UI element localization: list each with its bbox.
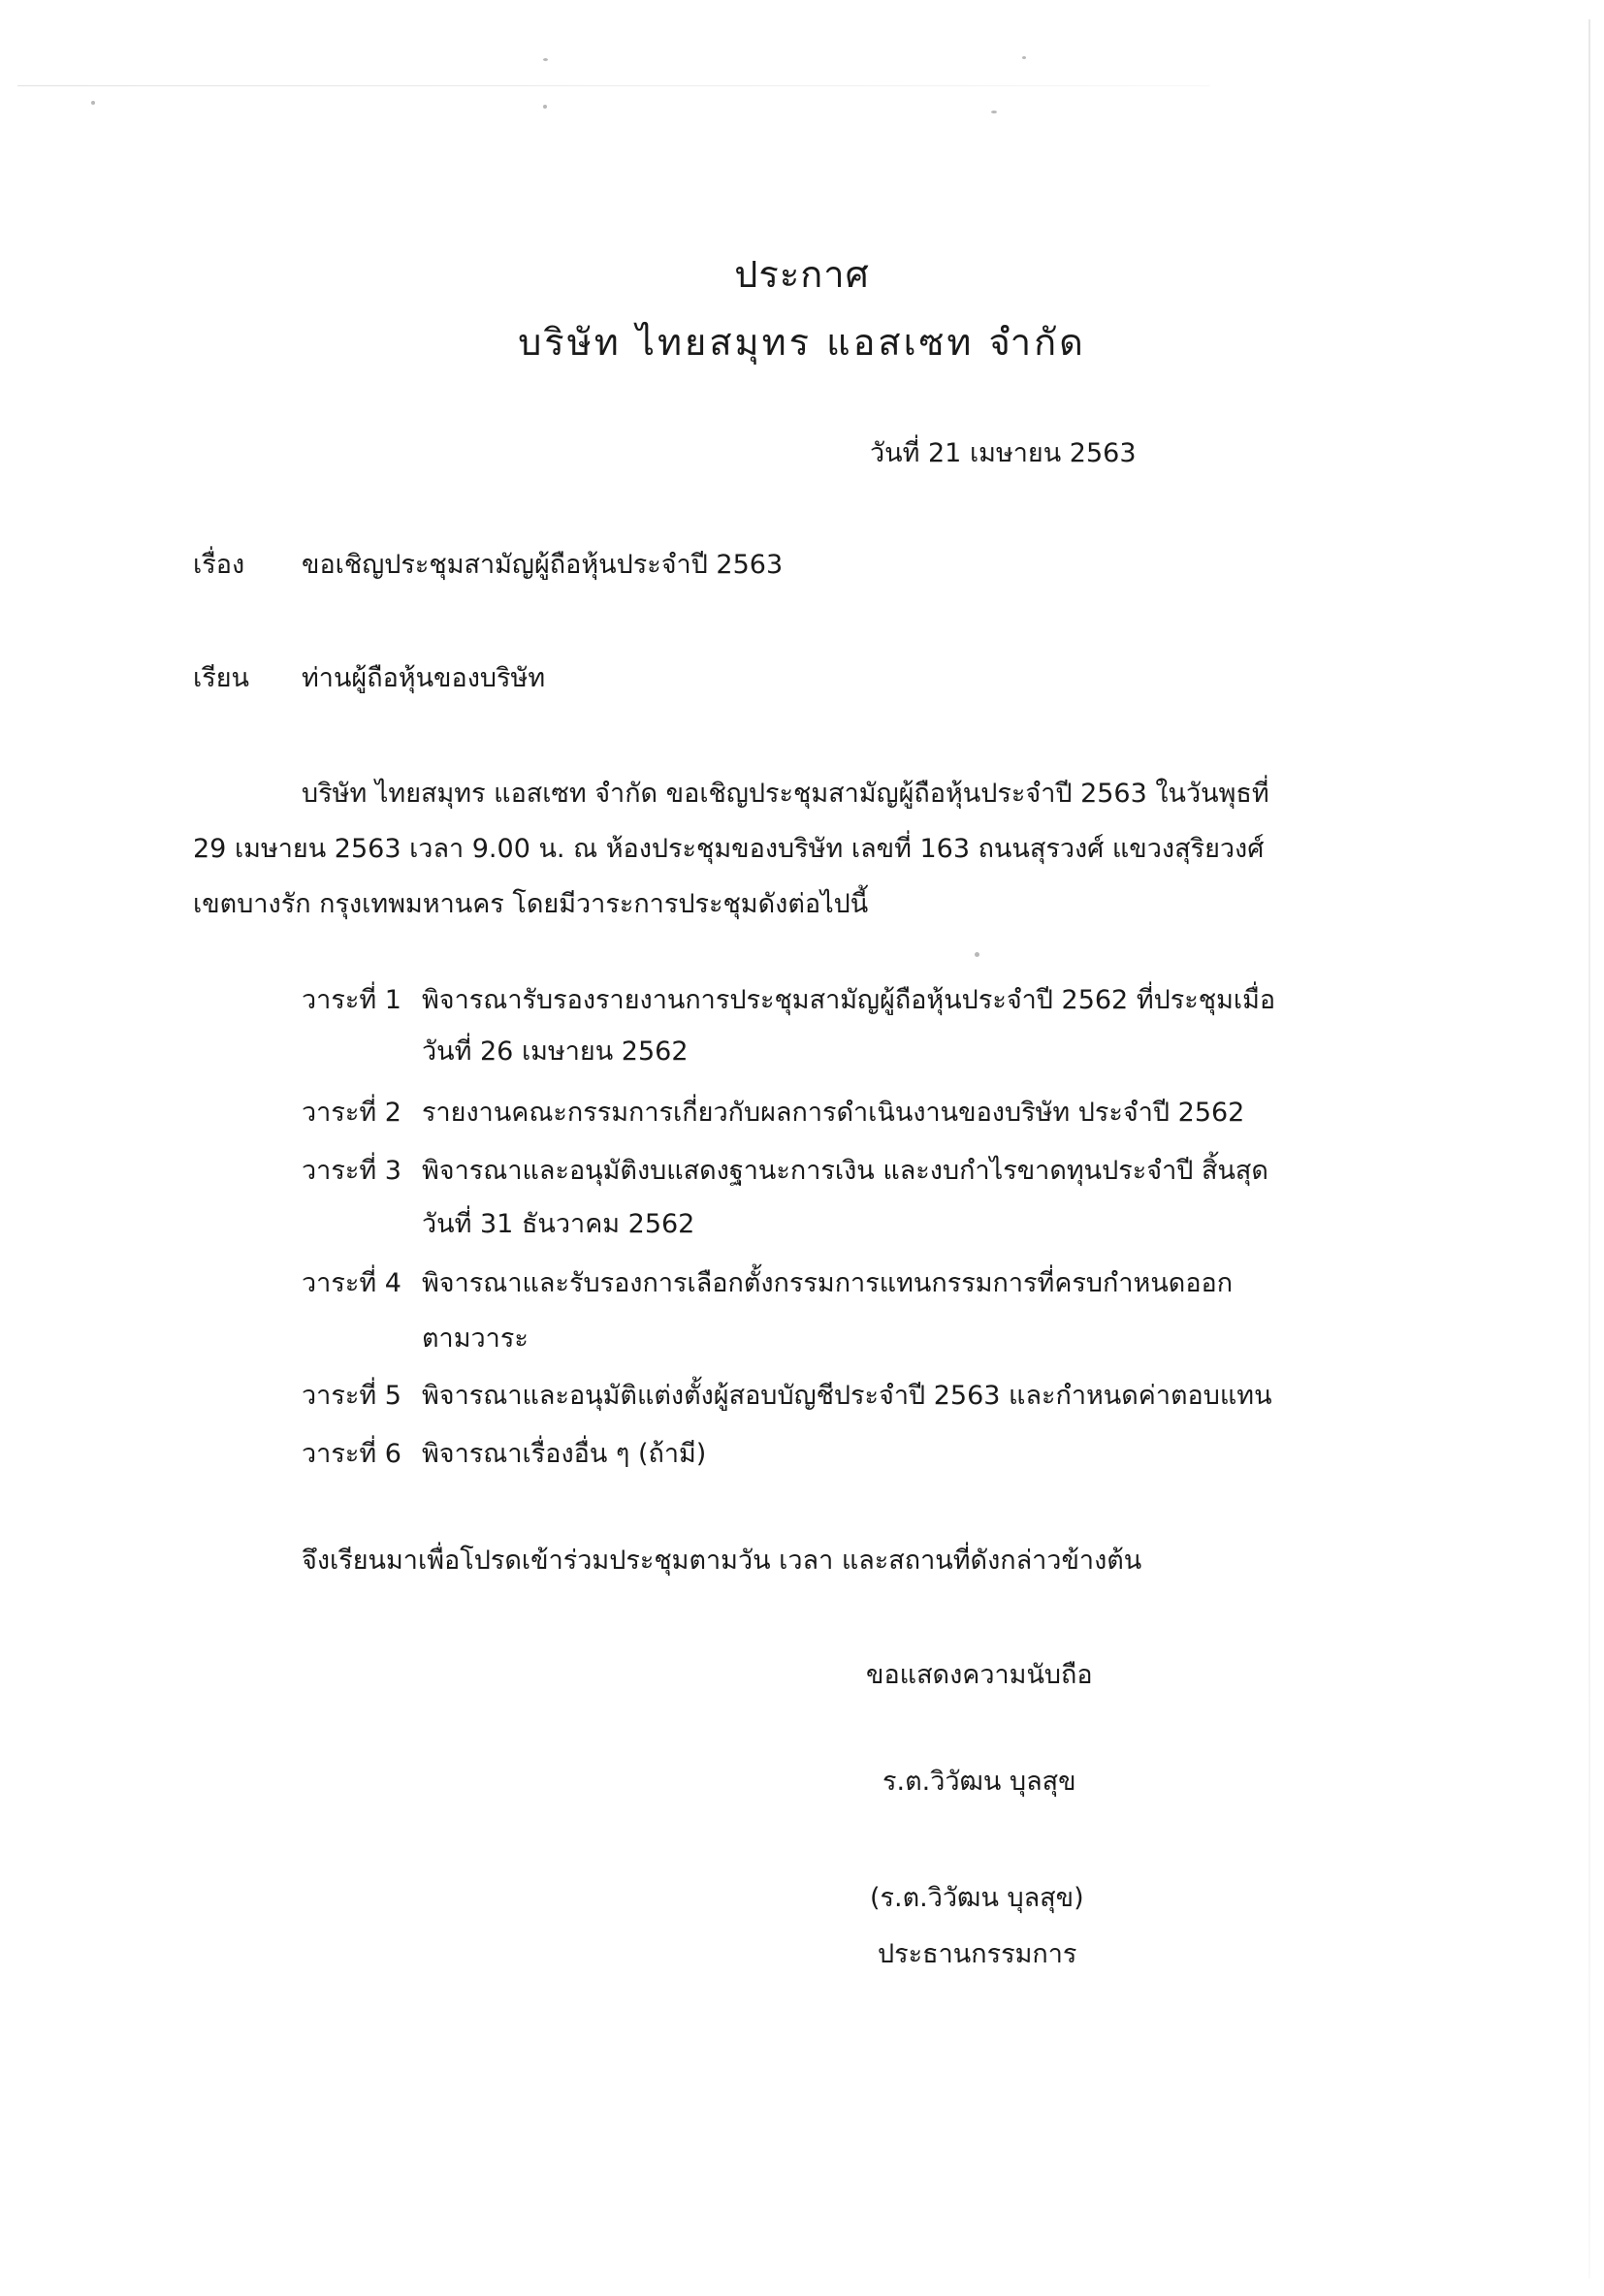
- document-date: วันที่ 21 เมษายน 2563: [870, 438, 1137, 468]
- agenda-number: วาระที่ 2: [302, 1098, 401, 1128]
- intro-line-2: 29 เมษายน 2563 เวลา 9.00 น. ณ ห้องประชุมของบริษัท เลขที่ 163 ถนนสุรวงศ์ แขวงสุริยวงศ์: [193, 834, 1265, 864]
- intro-line-3: เขตบางรัก กรุงเทพมหานคร โดยมีวาระการประชุมดังต่อไปนี้: [193, 889, 869, 919]
- agenda-number: วาระที่ 6: [302, 1439, 401, 1469]
- agenda-text: รายงานคณะกรรมการเกี่ยวกับผลการดำเนินงานของบริษัท ประจำปี 2562: [422, 1098, 1245, 1128]
- signatory-name: (ร.ต.วิวัฒน บุลสุข): [870, 1883, 1084, 1913]
- agenda-item: [302, 1439, 706, 1470]
- scan-speck: [1022, 56, 1026, 59]
- agenda-text: พิจารณาและอนุมัติแต่งตั้งผู้สอบบัญชีประจำปี 2563 และกำหนดค่าตอบแทน: [422, 1381, 1272, 1411]
- scan-speck: [991, 111, 997, 113]
- agenda-text: พิจารณาเรื่องอื่น ๆ (ถ้ามี): [422, 1439, 707, 1469]
- scan-artifact-line: [17, 85, 1210, 86]
- agenda-continuation: วันที่ 26 เมษายน 2562: [422, 1036, 689, 1067]
- agenda-text: พิจารณารับรองรายงานการประชุมสามัญผู้ถือหุ้นประจำปี 2562 ที่ประชุมเมื่อ: [422, 985, 1276, 1015]
- agenda-item: [302, 1381, 1272, 1412]
- signatory-title: ประธานกรรมการ: [878, 1939, 1077, 1969]
- intro-line-1: บริษัท ไทยสมุทร แอสเซท จำกัด ขอเชิญประชุมสามัญผู้ถือหุ้นประจำปี 2563 ในวันพุธที่: [302, 779, 1269, 809]
- agenda-number: วาระที่ 3: [302, 1156, 401, 1186]
- scan-speck: [975, 952, 979, 957]
- scan-speck: [91, 101, 95, 105]
- subject-text: ขอเชิญประชุมสามัญผู้ถือหุ้นประจำปี 2563: [302, 550, 784, 580]
- scan-speck: [543, 105, 547, 109]
- announcement-title: ประกาศ: [734, 253, 870, 296]
- signature-text: ร.ต.วิวัฒน บุลสุข: [882, 1767, 1076, 1797]
- subject-line: [193, 550, 783, 581]
- salutation-text: ท่านผู้ถือหุ้นของบริษัท: [302, 663, 546, 693]
- agenda-number: วาระที่ 5: [302, 1381, 401, 1411]
- agenda-item: [302, 1268, 1233, 1299]
- agenda-item: [302, 1156, 1268, 1187]
- agenda-number: วาระที่ 1: [302, 985, 401, 1015]
- salutation-line: [193, 663, 545, 694]
- company-name: บริษัท ไทยสมุทร แอสเซท จำกัด: [518, 321, 1086, 364]
- salutation-label: เรียน: [193, 663, 250, 693]
- agenda-item: [302, 985, 1275, 1016]
- subject-label: เรื่อง: [193, 550, 245, 580]
- scan-speck: [543, 58, 548, 61]
- closing-sentence: จึงเรียนมาเพื่อโปรดเข้าร่วมประชุมตามวัน เวลา และสถานที่ดังกล่าวข้างต้น: [302, 1546, 1142, 1576]
- agenda-continuation: ตามวาระ: [422, 1323, 529, 1354]
- agenda-continuation: วันที่ 31 ธันวาคม 2562: [422, 1209, 695, 1239]
- agenda-item: [302, 1098, 1244, 1129]
- agenda-number: วาระที่ 4: [302, 1268, 401, 1298]
- sign-off-regards: ขอแสดงความนับถือ: [866, 1660, 1093, 1690]
- agenda-text: พิจารณาและอนุมัติงบแสดงฐานะการเงิน และงบกำไรขาดทุนประจำปี สิ้นสุด: [422, 1156, 1268, 1186]
- agenda-text: พิจารณาและรับรองการเลือกตั้งกรรมการแทนกรรมการที่ครบกำหนดออก: [422, 1268, 1234, 1298]
